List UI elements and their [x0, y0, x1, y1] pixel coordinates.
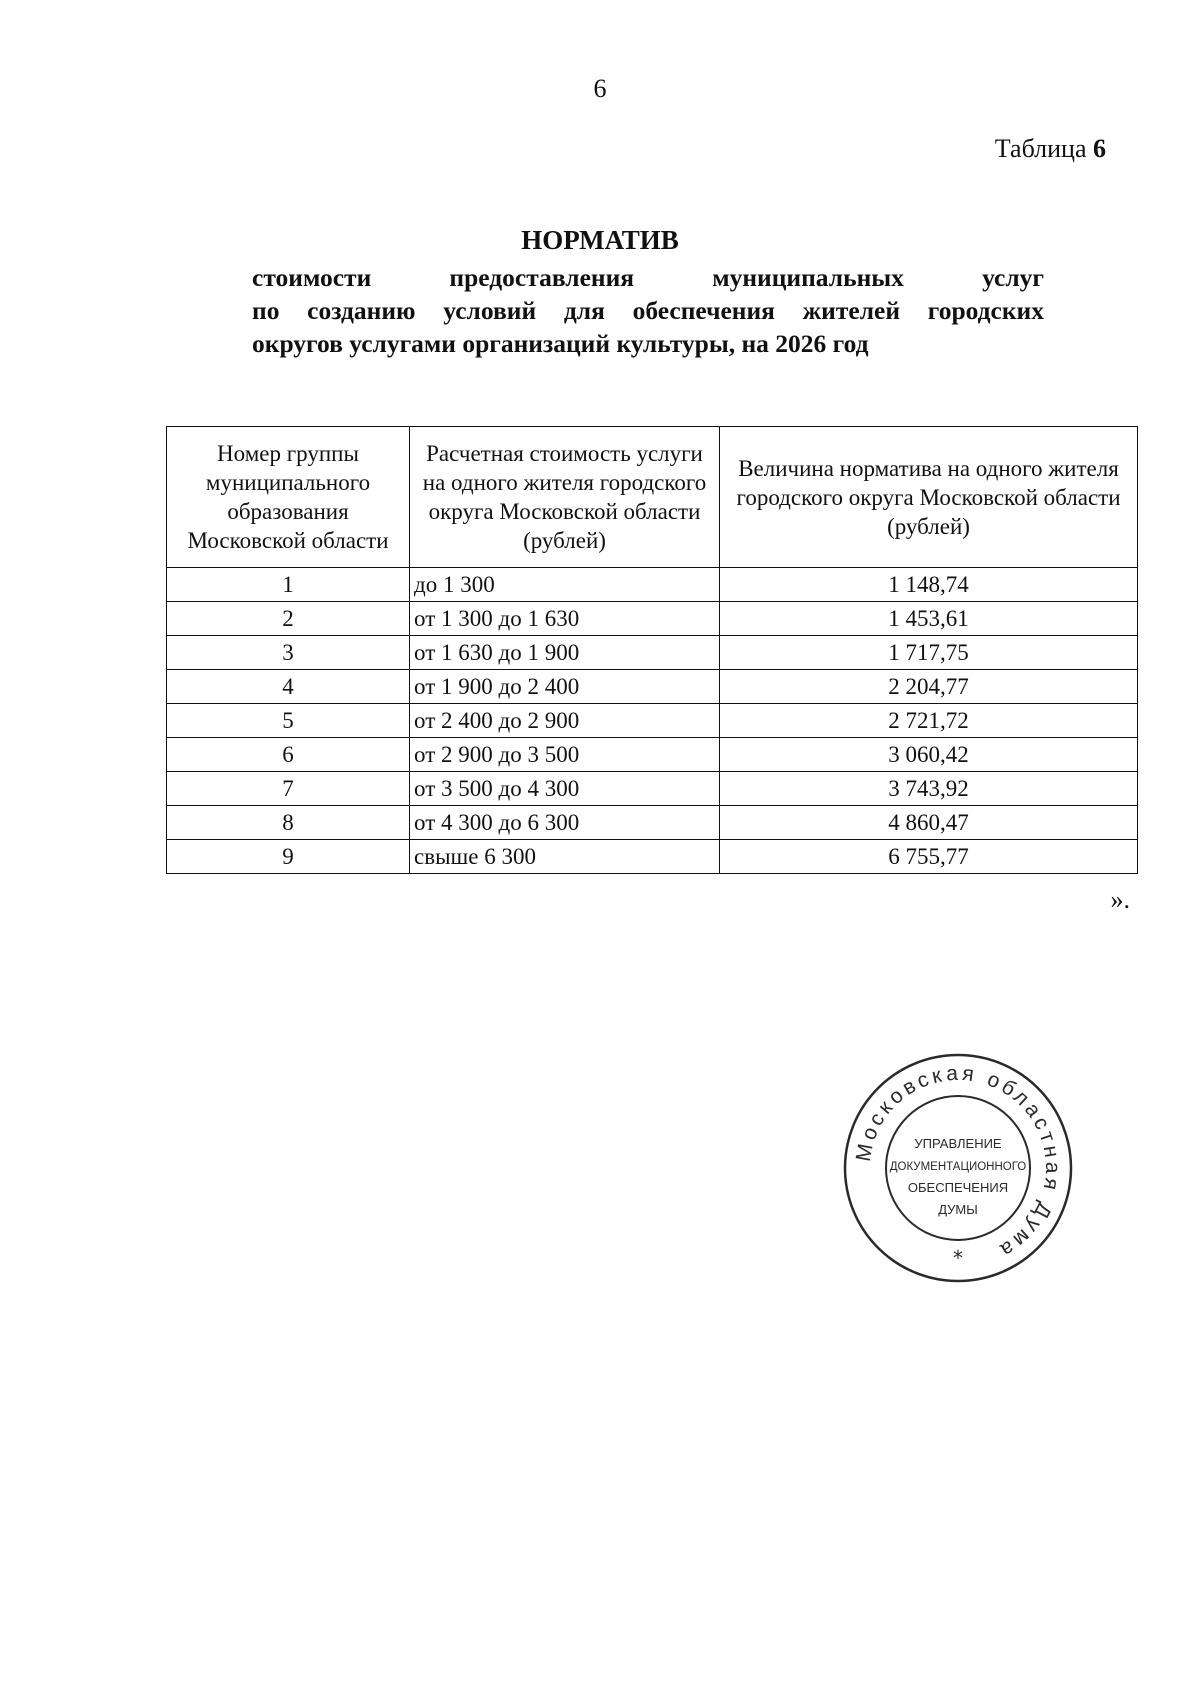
table-row	[167, 568, 1138, 602]
stamp-center-line-2: ДОКУМЕНТАЦИОННОГО	[889, 1161, 1027, 1173]
table-row	[167, 806, 1138, 840]
subheading-line-3: округов услугами организаций культуры, на 2026 год	[252, 329, 869, 358]
page-number: 6	[593, 74, 607, 103]
table-row	[167, 772, 1138, 806]
stamp-ring-textpath: Московская областная Дума	[851, 1061, 1065, 1264]
cell-group: 7	[167, 772, 410, 806]
table-label-prefix: Таблица	[994, 134, 1093, 163]
norm-table	[166, 426, 1138, 874]
table-row	[167, 670, 1138, 704]
cell-value: 6 755,77	[720, 840, 1138, 874]
cell-range: от 4 300 до 6 300	[410, 806, 720, 840]
cell-range: от 2 900 до 3 500	[410, 738, 720, 772]
cell-group: 4	[167, 670, 410, 704]
closing-quote-mark: ».	[1110, 885, 1130, 914]
table-label	[995, 134, 1106, 164]
stamp-center-line-4: ДУМЫ	[938, 1202, 978, 1217]
cell-range: до 1 300	[410, 568, 720, 602]
cell-group: 3	[167, 636, 410, 670]
subheading-line-1: стоимости предоставления муниципальных услуг	[252, 263, 1044, 292]
cell-group: 5	[167, 704, 410, 738]
official-stamp	[840, 1050, 1076, 1286]
cell-range: от 1 900 до 2 400	[410, 670, 720, 704]
cell-group: 9	[167, 840, 410, 874]
table-row	[167, 602, 1138, 636]
table-row	[167, 636, 1138, 670]
cell-value: 1 148,74	[720, 568, 1138, 602]
header-group-number: Номер группы муниципального образования Московской области	[167, 427, 410, 568]
stamp-center-line-3: ОБЕСПЕЧЕНИЯ	[907, 1180, 1009, 1195]
cell-group: 2	[167, 602, 410, 636]
cell-group: 6	[167, 738, 410, 772]
cell-value: 4 860,47	[720, 806, 1138, 840]
cell-range: от 3 500 до 4 300	[410, 772, 720, 806]
table-row	[167, 704, 1138, 738]
cell-value: 1 453,61	[720, 602, 1138, 636]
header-norm-value: Величина норматива на одного жителя городского округа Московской области (рублей)	[720, 427, 1138, 568]
cell-value: 1 717,75	[720, 636, 1138, 670]
cell-range: от 1 300 до 1 630	[410, 602, 720, 636]
stamp-center-line-1: УПРАВЛЕНИЕ	[914, 1136, 1002, 1151]
table-header-row	[167, 427, 1138, 568]
cell-group: 1	[167, 568, 410, 602]
cell-range: свыше 6 300	[410, 840, 720, 874]
cell-group: 8	[167, 806, 410, 840]
table-row	[167, 738, 1138, 772]
header-estimated-cost: Расчетная стоимость услуги на одного жителя городского округа Московской области (рублей)	[410, 427, 720, 568]
cell-range: от 1 630 до 1 900	[410, 636, 720, 670]
table-label-number: 6	[1093, 134, 1106, 163]
cell-value: 2 204,77	[720, 670, 1138, 704]
stamp-star: *	[953, 1246, 963, 1270]
cell-range: от 2 400 до 2 900	[410, 704, 720, 738]
cell-value: 2 721,72	[720, 704, 1138, 738]
document-subheading	[252, 261, 1044, 360]
cell-value: 3 743,92	[720, 772, 1138, 806]
cell-value: 3 060,42	[720, 738, 1138, 772]
document-heading: НОРМАТИВ	[521, 225, 679, 255]
subheading-line-2: по созданию условий для обеспечения жителей городских	[252, 296, 1044, 325]
table-row	[167, 840, 1138, 874]
